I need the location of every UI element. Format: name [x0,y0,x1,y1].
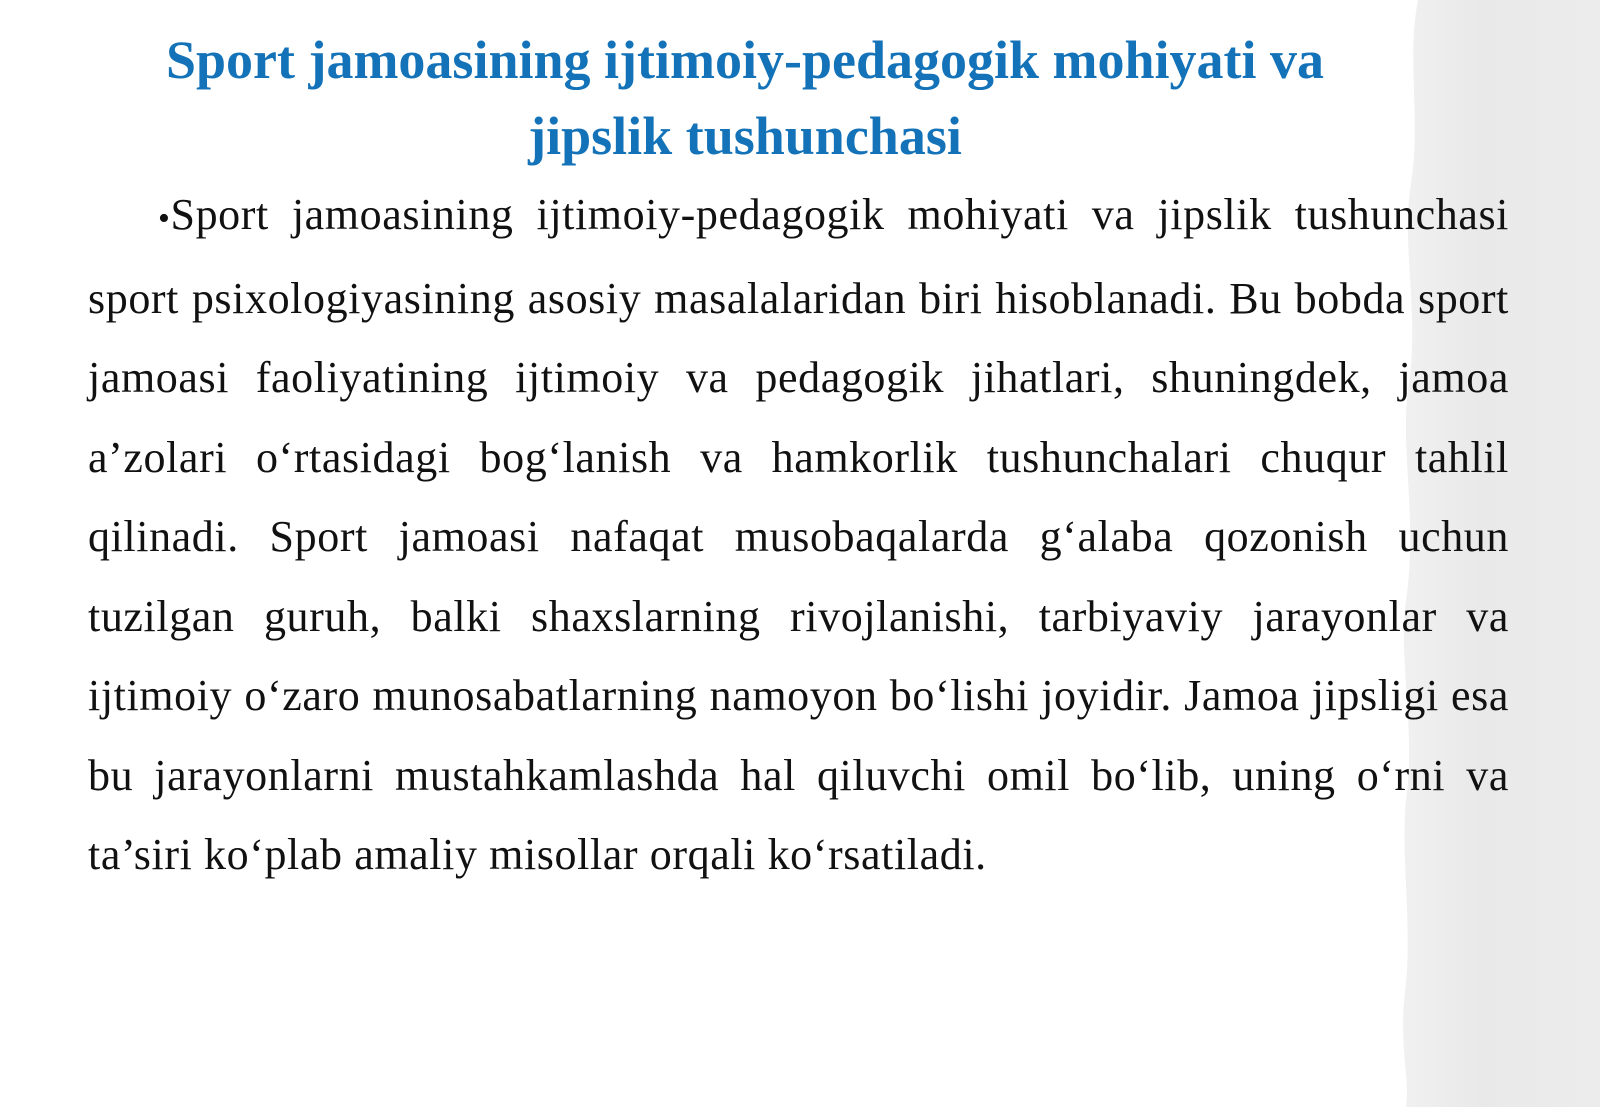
slide-title: Sport jamoasining ijtimoiy-pedagogik mohiyati va jipslik tushunchasi [165,30,1325,166]
bullet-glyph: • [158,200,171,237]
body-paragraph [88,175,1509,895]
body-paragraph-text: Sport jamoasining ijtimoiy-pedagogik mohiyati va jipslik tushunchasi sport psixologiyasining asosiy masalalaridan biri hisoblanadi. Bu bobda sport jamoasi faoliyatining ijtimoiy va pedagogik jihatlari, shuningdek, jamoa a’zolari o‘rtasidagi bog‘lanish va hamkorlik tushunchalari chuqur tahlil qilinadi. Sport jamoasi nafaqat musobaqalarda g‘alaba qozonish uchun tuzilgan guruh, balki shaxslarning rivojlanishi, tarbiyaviy jarayonlar va ijtimoiy o‘zaro munosabatlarning namoyon bo‘lishi joyidir. Jamoa jipsligi esa bu jarayonlarni mustahkamlashda hal qiluvchi omil bo‘lib, uning o‘rni va ta’siri ko‘plab amaliy misollar orqali ko‘rsatiladi. [88,190,1509,879]
